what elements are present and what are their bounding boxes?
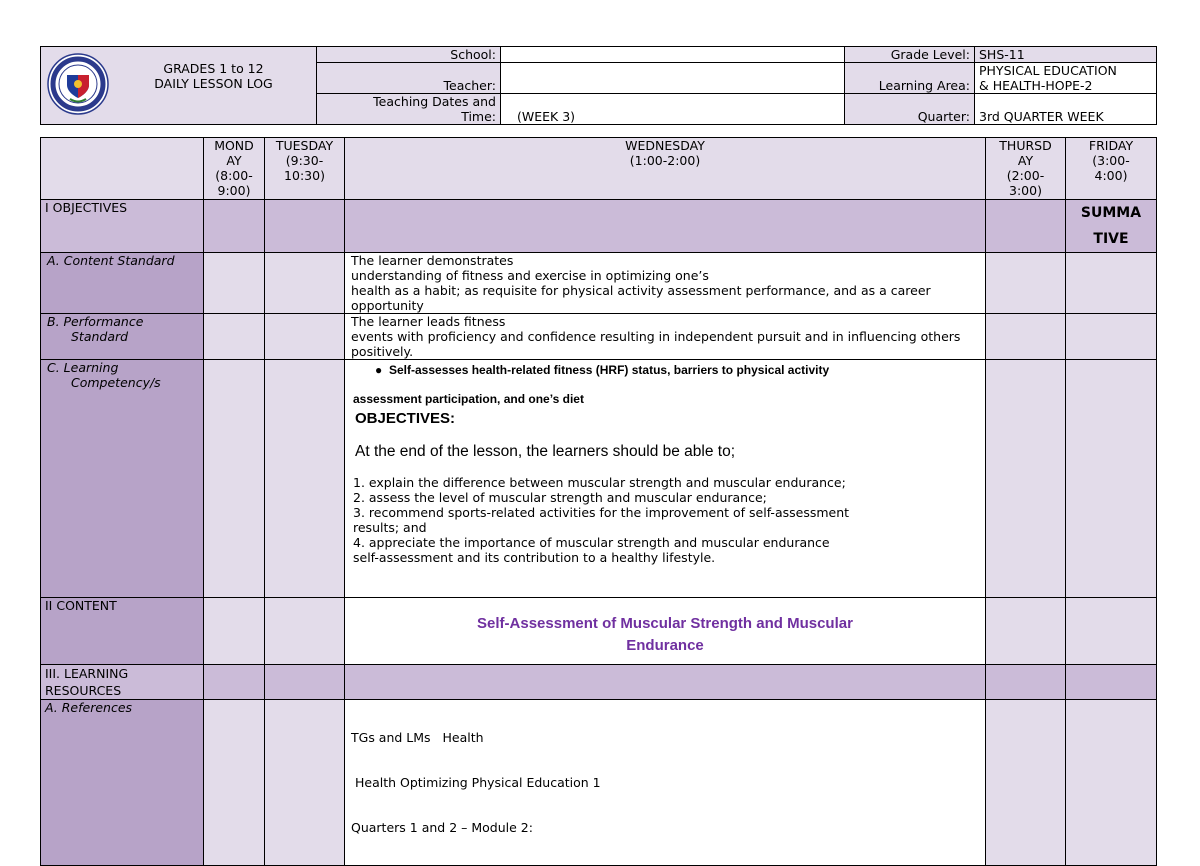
lesson-log-table — [40, 137, 1157, 866]
resources-tuesday[interactable] — [265, 665, 345, 700]
quarter-label: Quarter: — [845, 94, 975, 125]
objective-item: results; and — [353, 520, 427, 535]
performance-standard-monday[interactable] — [204, 314, 265, 360]
dates-label — [317, 94, 501, 125]
school-label: School: — [317, 47, 501, 63]
references-thursday[interactable] — [986, 700, 1066, 866]
learning-area-value[interactable] — [975, 63, 1157, 94]
header-title-line2: DAILY LESSON LOG — [154, 76, 273, 91]
competency-text[interactable] — [345, 360, 986, 598]
teacher-value[interactable] — [501, 63, 845, 94]
content-title: Self-Assessment of Muscular Strength and Muscular Endurance — [345, 598, 986, 665]
objectives-intro: At the end of the lesson, the learners should be able to; — [355, 443, 736, 460]
competency-bullet-cont: assessment participation, and one’s diet — [353, 392, 584, 406]
resources-friday[interactable] — [1066, 665, 1157, 700]
learning-area-label: Learning Area: — [845, 63, 975, 94]
competency-friday[interactable] — [1066, 360, 1157, 598]
content-standard-thursday[interactable] — [986, 253, 1066, 314]
day-header-tuesday: TUESDAY (9:30- 10:30) — [265, 138, 345, 200]
header-title-line1: GRADES 1 to 12 — [163, 61, 264, 76]
resources-thursday[interactable] — [986, 665, 1066, 700]
dates-label-line1: Teaching Dates and — [373, 94, 496, 109]
competency-thursday[interactable] — [986, 360, 1066, 598]
objectives-heading: OBJECTIVES: — [355, 410, 456, 427]
learning-area-line2: & HEALTH-HOPE-2 — [979, 78, 1093, 93]
content-standard-tuesday[interactable] — [265, 253, 345, 314]
friday-summative-note: SUMMA TIVE — [1066, 200, 1157, 253]
objectives-monday[interactable] — [204, 200, 265, 253]
objectives-wednesday[interactable] — [345, 200, 986, 253]
performance-standard-friday[interactable] — [1066, 314, 1157, 360]
content-standard-text[interactable]: The learner demonstrates understanding of fitness and exercise in optimizing one’s health as a habit; as requisite for physical activity assessment performance, and as a career opportunity — [345, 253, 986, 314]
objective-item: self-assessment and its contribution to a healthy lifestyle. — [353, 550, 716, 565]
objectives-thursday[interactable] — [986, 200, 1066, 253]
learning-area-line1: PHYSICAL EDUCATION — [979, 63, 1117, 78]
content-standard-label: A. Content Standard — [41, 253, 204, 314]
performance-standard-label: B. Performance Standard — [41, 314, 204, 360]
content-standard-monday[interactable] — [204, 253, 265, 314]
objective-item: 3. recommend sports-related activities for the improvement of self-assessment — [353, 505, 850, 520]
content-friday[interactable] — [1066, 598, 1157, 665]
day-header-thursday: THURSD AY (2:00- 3:00) — [986, 138, 1066, 200]
day-header-monday: MOND AY (8:00- 9:00) — [204, 138, 265, 200]
header-title-cell — [41, 47, 317, 125]
resources-monday[interactable] — [204, 665, 265, 700]
performance-standard-thursday[interactable] — [986, 314, 1066, 360]
objectives-tuesday[interactable] — [265, 200, 345, 253]
grade-level-label: Grade Level: — [845, 47, 975, 63]
day-header-wednesday: WEDNESDAY (1:00-2:00) — [345, 138, 986, 200]
competency-tuesday[interactable] — [265, 360, 345, 598]
content-tuesday[interactable] — [265, 598, 345, 665]
objectives-list — [353, 475, 981, 565]
quarter-value[interactable]: 3rd QUARTER WEEK — [975, 94, 1157, 125]
resources-wednesday[interactable] — [345, 665, 986, 700]
performance-standard-text[interactable]: The learner leads fitness events with proficiency and confidence resulting in independent pursuit and in influencing others positively. — [345, 314, 986, 360]
references-monday[interactable] — [204, 700, 265, 866]
objective-item: 2. assess the level of muscular strength and muscular endurance; — [353, 490, 767, 505]
dates-value[interactable]: (WEEK 3) — [501, 94, 845, 125]
objectives-label: I OBJECTIVES — [41, 200, 204, 253]
performance-standard-tuesday[interactable] — [265, 314, 345, 360]
deped-seal-icon — [47, 53, 109, 115]
objective-item: 4. appreciate the importance of muscular strength and muscular endurance — [353, 535, 830, 550]
references-text[interactable]: TGs and LMs Health Health Optimizing Physical Education 1 Quarters 1 and 2 – Module 2: — [345, 700, 986, 866]
content-thursday[interactable] — [986, 598, 1066, 665]
objective-item: 1. explain the difference between muscular strength and muscular endurance; — [353, 475, 846, 490]
competency-bullet: Self-assesses health-related fitness (HRF) status, barriers to physical activity — [389, 363, 830, 377]
content-monday[interactable] — [204, 598, 265, 665]
school-value[interactable] — [501, 47, 845, 63]
teacher-label: Teacher: — [317, 63, 501, 94]
bullet-icon: ● — [375, 363, 383, 377]
competency-monday[interactable] — [204, 360, 265, 598]
references-tuesday[interactable] — [265, 700, 345, 866]
header-table — [40, 46, 1157, 125]
day-header-friday: FRIDAY (3:00- 4:00) — [1066, 138, 1157, 200]
content-label: II CONTENT — [41, 598, 204, 665]
grade-level-value[interactable]: SHS-11 — [975, 47, 1157, 63]
dates-label-line2: Time: — [461, 109, 496, 124]
references-label: A. References — [41, 700, 204, 866]
corner-cell — [41, 138, 204, 200]
content-standard-friday[interactable] — [1066, 253, 1157, 314]
references-friday[interactable] — [1066, 700, 1157, 866]
learning-resources-label: III. LEARNING RESOURCES — [41, 665, 204, 700]
learning-competency-label: C. Learning Competency/s — [41, 360, 204, 598]
